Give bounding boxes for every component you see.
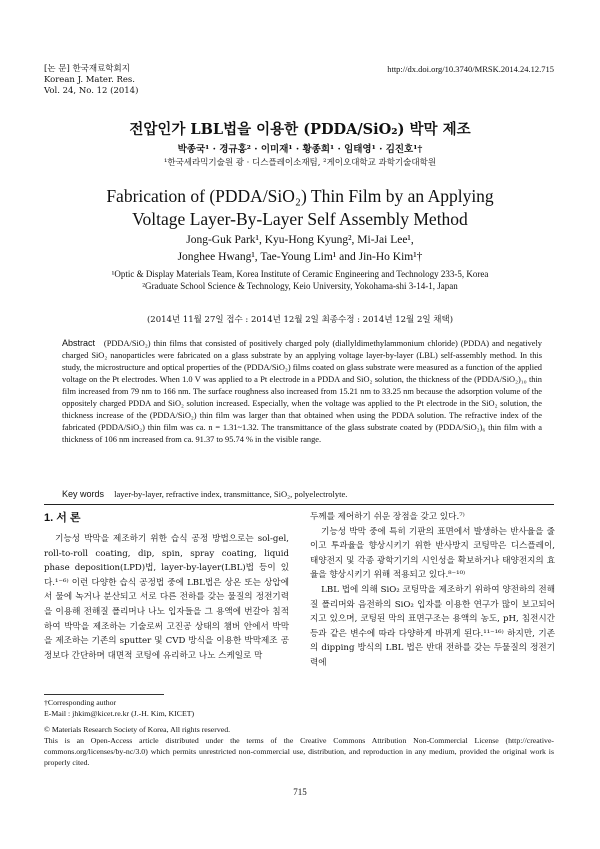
english-title-line-2: Voltage Layer-By-Layer Self Assembly Method [132,209,468,229]
paragraph: 기능성 박막을 제조하기 위한 습식 공정 방법으로는 sol-gel, roll-to-roll coating, dip, spin, spray coating, liquid phase deposition(LPD)법, layer-by-layer(LBL)법 등이 있다.¹⁻⁶⁾ 이런 다양한 습식 공정법 중에 LBL법은 상온 또는 상압에서 물에 녹거나 분산되고 서로 다른 전하를 갖는 물질의 정전기력을 이용해 전해질 폴리머나 나노 입자들을 그 용액에 번갈아 침적하여 박막을 제조하는 기술로써 고진공 상태의 챔버 안에서 박막을 제조하는 기존의 sputter 및 CVD 방식을 이용한 박막제조 공정보다 간단하며 대면적 코팅에 유리하고 나노 스케일로 막 [44,534,289,661]
english-title-line-1: Fabrication of (PDDA/SiO₂) Thin Film by an Applying [106,186,494,206]
abstract-text: (PDDA/SiO₂) thin films that consisted of positively charged poly (diallyldimethylammonium chloride) (PDDA) and negatively charged SiO₂ nanoparticles were fabricated on a glass substrate by an applying voltage layer-by-layer (LBL) self-assembly method. In this study, the microstructure and optical properties of the (PDDA/SiO₂) films coated on glass substrate were measured as a function of the applied voltage on the Pt electrodes. When 1.0 V was applied to a Pt electrode in a PDDA and SiO₂ solution, the thickness of the (PDDA/SiO₂)₁₀ thin film increased from 79 nm to 166 nm. The surface roughness also increased from 15.21 nm to 33.25 nm because the adsorption volume of the oppositely charged PDDA and SiO₂ solution increased. Especially, when the voltage was applied to the Pt electrode in the SiO₂ solution, the thickness increase of the (PDDA/SiO₂) thin film was larger than that obtained when using the PDDA solution. The refractive index of the fabricated (PDDA/SiO₂) thin film was ca. n = 1.31~1.32. The transmittance of the glass substrate coated by (PDDA/SiO₂)₆ thin film with a thickness of 106 nm increased from ca. 91.37 to 95.74 % in the visible range. [62,339,542,444]
english-authors-line-1: Jong-Guk Park¹, Kyu-Hong Kyung², Mi-Jai Lee¹, [186,234,414,246]
paragraph: 기능성 박막 중에 특히 기판의 표면에서 발생하는 반사율을 줄이고 투과율을 향상시키기 위한 반사방지 코팅막은 디스플레이, 태양전지 및 각종 광학기기의 시인성을 확보하거나 태양전지의 효율을 향상시키기 위해 적용되고 있다.⁸⁻¹⁰⁾ [310,526,555,581]
footnotes [44,697,554,768]
korean-title: 전압인가 LBL법을 이용한 (PDDA/SiO₂) 박막 제조 [129,121,471,138]
doi-link[interactable]: http://dx.doi.org/10.3740/MRSK.2014.24.12.715 [387,64,554,74]
keywords-label: Key words [62,489,105,499]
korean-affiliations: ¹한국세라믹기술원 광 · 디스플레이소재팀, ²게이오대학교 과학기술대학원 [163,158,437,168]
section-divider [44,504,554,505]
english-authors [0,232,600,266]
license-notice: This is an Open-Access article distributed under the terms of the Creative Commons Attribution Non-Commercial License (http://creative-commons.org/licenses/by-nc/3.0) which permits unrestricted non-commercial use, distribution, and reproduction in any medium, provided the original work is properly cited. [44,736,554,767]
paragraph: LBL 법에 의해 SiO₂ 코팅막을 제조하기 위하여 양전하의 전해질 폴리머와 음전하의 SiO₂ 입자를 이용한 연구가 많이 보고되어 지고 있으며, 코팅된 막의 표면구조는 용액의 농도, pH, 침전시간 등과 같은 변수에 따라 다양하게 바뀌게 된다.¹¹⁻¹⁶⁾ 하지만, 기존의 dipping 방식의 LBL 법은 반대 전하를 갖는 두물질의 정전기력에 [310,584,555,668]
journal-line-3: Vol. 24, No. 12 (2014) [44,86,139,96]
journal-line-2: Korean J. Mater. Res. [44,75,135,85]
left-column [44,510,289,663]
journal-info [44,64,138,97]
right-column [310,510,555,671]
paragraph: 두께를 제어하기 쉬운 장점을 갖고 있다.⁷⁾ [310,512,465,522]
section-heading-introduction: 1. 서 론 [44,512,81,524]
english-affiliations [0,268,600,292]
keywords-text: layer-by-layer, refractive index, transmittance, SiO₂, polyelectrolyte. [114,489,348,499]
english-title [0,185,600,231]
author-email: E-Mail : jhkim@kicet.re.kr (J.-H. Kim, KICET) [44,709,195,718]
page-number: 715 [293,787,307,797]
abstract-label: Abstract [62,338,96,348]
english-affil-line-2: ²Graduate School Science & Technology, Keio University, Yokohama-shi 3-14-1, Japan [142,281,458,291]
english-authors-line-2: Jonghee Hwang¹, Tae-Young Lim¹ and Jin-Ho Kim¹† [177,251,423,263]
copyright-notice: © Materials Research Society of Korea, All rights reserved. [44,725,231,734]
korean-authors: 박종국¹ · 경규홍² · 이미재¹ · 황종희¹ · 임태영¹ · 김진호¹† [177,144,423,155]
abstract [62,337,542,446]
english-affil-line-1: ¹Optic & Display Materials Team, Korea Institute of Ceramic Engineering and Technology 233-5, Korea [111,269,489,279]
corresponding-author: †Corresponding author [44,698,117,707]
journal-line-1: [논 문] 한국재료학회지 [44,64,130,74]
submission-dates: (2014년 11월 27일 접수 : 2014년 12월 2일 최종수정 : 2014년 12월 2일 채택) [146,315,454,325]
keywords [62,489,542,499]
footnote-divider [44,694,164,695]
